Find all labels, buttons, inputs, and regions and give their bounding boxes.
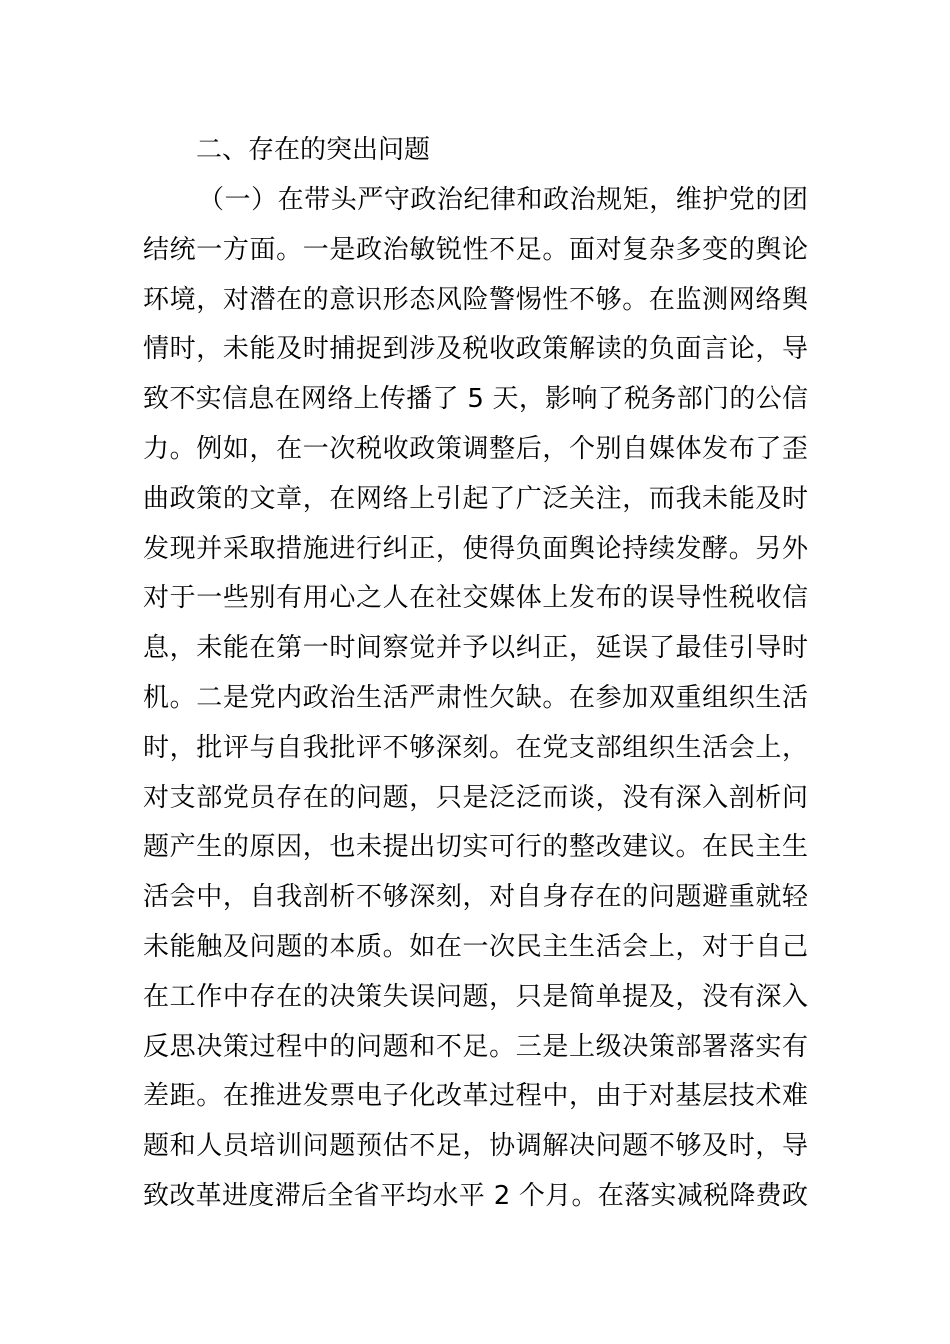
text-line: 致改革进度滞后全省平均水平 2 个月。在落实减税降费政	[143, 1180, 808, 1211]
text-line: 反思决策过程中的问题和不足。三是上级决策部署落实有	[143, 1031, 808, 1062]
text-line: （一）在带头严守政治纪律和政治规矩，维护党的团	[198, 185, 808, 215]
text-line: 力。例如，在一次税收政策调整后，个别自媒体发布了歪	[143, 433, 808, 464]
body-paragraph	[143, 180, 808, 1226]
text-line: 发现并采取措施进行纠正，使得负面舆论持续发酵。另外	[143, 533, 808, 564]
text-line: 情时，未能及时捕捉到涉及税收政策解读的负面言论，导	[143, 334, 808, 365]
text-line: 致不实信息在网络上传播了 5 天，影响了税务部门的公信	[143, 384, 808, 415]
text-line: 未能触及问题的本质。如在一次民主生活会上，对于自己	[143, 931, 808, 962]
text-line: 环境，对潜在的意识形态风险警惕性不够。在监测网络舆	[143, 284, 808, 315]
text-line: 对于一些别有用心之人在社交媒体上发布的误导性税收信	[143, 583, 808, 614]
section-heading: 二、存在的突出问题	[196, 135, 431, 165]
text-line: 题产生的原因，也未提出切实可行的整改建议。在民主生	[143, 832, 808, 863]
text-line: 对支部党员存在的问题，只是泛泛而谈，没有深入剖析问	[143, 782, 808, 813]
text-line: 息，未能在第一时间察觉并予以纠正，延误了最佳引导时	[143, 633, 808, 664]
text-line: 机。二是党内政治生活严肃性欠缺。在参加双重组织生活	[143, 682, 808, 713]
text-line: 结统一方面。一是政治敏锐性不足。面对复杂多变的舆论	[143, 234, 808, 265]
text-line: 曲政策的文章，在网络上引起了广泛关注，而我未能及时	[143, 483, 808, 514]
text-line: 在工作中存在的决策失误问题，只是简单提及，没有深入	[143, 981, 808, 1012]
text-line: 差距。在推进发票电子化改革过程中，由于对基层技术难	[143, 1081, 808, 1112]
text-line: 题和人员培训问题预估不足，协调解决问题不够及时，导	[143, 1131, 808, 1162]
text-line: 时，批评与自我批评不够深刻。在党支部组织生活会上，	[143, 732, 808, 763]
text-line: 活会中，自我剖析不够深刻，对自身存在的问题避重就轻	[143, 882, 808, 913]
